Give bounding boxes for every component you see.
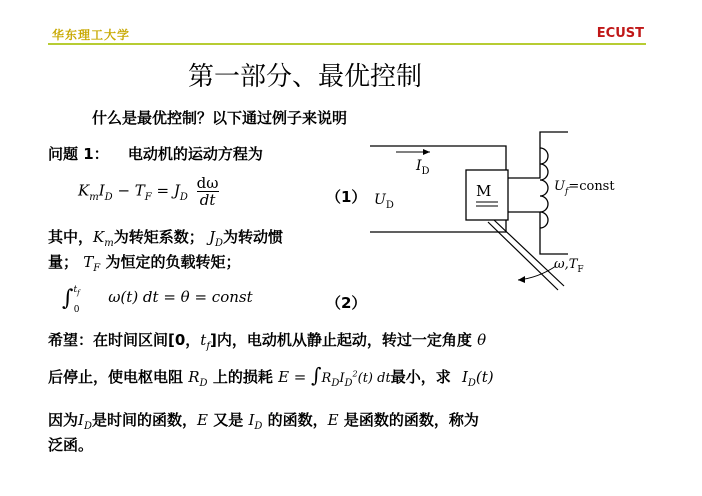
desc1-a: 其中， (48, 228, 94, 246)
description-line-2: 量； $T_F$ 为恒定的负载转矩； (48, 253, 241, 274)
field-bottom-wire (508, 212, 568, 254)
hope-b: ]内，电动机从静止起动，转过一定角度 (210, 331, 472, 349)
rotation-arrowhead (518, 276, 525, 283)
equation-2-number: （2） (326, 294, 367, 312)
motor-label: M (476, 182, 492, 200)
equation-2: ∫$^{t_f}_0$ ω(t) dt = θ = const (62, 285, 253, 315)
armature-top-wire (370, 146, 506, 170)
voltage-label: $U_D$ (374, 192, 394, 211)
intro-text: 什么是最优控制？以下通过例子来说明 (92, 109, 348, 127)
slide-title: 第一部分、最优控制 (188, 62, 423, 92)
description-line-1: 其中，$K_m$为转矩系数； $J_D$为转动惯 (48, 228, 284, 249)
header-divider (48, 43, 646, 45)
field-top-wire (508, 132, 568, 178)
equation-1: $K_mI_D - T_F = J_D$ $\frac{d\omega}{dt}$ (78, 174, 219, 209)
conclusion-a: 因为 (48, 411, 79, 429)
conclusion-line-1: 因为$I_D$是时间的函数，E 又是 $I_D$ 的函数，E 是函数的函数，称为 (48, 411, 479, 432)
current-label: $I_D$ (416, 158, 430, 177)
problem-statement (48, 143, 263, 164)
problem-label: 问题 1： (48, 145, 109, 163)
conclusion-line-2: 泛函。 (48, 436, 94, 454)
stop-a: 后停止，使电枢电阻 (48, 368, 184, 386)
stop-b: 上的损耗 (212, 368, 273, 386)
theta-symbol: θ (477, 331, 487, 349)
field-coil (540, 148, 548, 228)
field-voltage-label: $U_f=const$ (554, 179, 615, 197)
shaft-line-b (494, 220, 564, 286)
desc2-a: 量； (48, 253, 79, 271)
stop-c: 最小，求 (390, 368, 451, 386)
current-arrowhead (423, 149, 430, 155)
armature-bottom-wire (370, 220, 506, 232)
motor-circuit-diagram (368, 130, 636, 296)
equation-1-number: （1） (326, 188, 367, 206)
header-logo-text: ECUST (596, 26, 644, 41)
speed-torque-label: $\omega,T_F$ (554, 257, 584, 275)
header-institution: 华东理工大学 (52, 28, 131, 42)
conclusion-d: 的函数， (267, 411, 328, 429)
conclusion-e: 是函数的函数，称为 (343, 411, 479, 429)
desc1-b: 为转矩系数； (113, 228, 204, 246)
objective-line-2: 后停止，使电枢电阻 $R_D$ 上的损耗 $E = \int R_DI_D^2(t)$ dt最小，求 $I_D(t)$ (48, 363, 494, 389)
objective-line-1: 希望：在时间区间[0，$t_f$]内，电动机从静止起动，转过一定角度 θ (48, 331, 487, 352)
conclusion-c: 又是 (213, 411, 244, 429)
desc1-c: 为转动惯 (223, 228, 284, 246)
hope-a: 希望：在时间区间[0， (48, 331, 201, 349)
desc2-b: 为恒定的负载转矩； (105, 253, 241, 271)
conclusion-b: 是时间的函数， (91, 411, 197, 429)
problem-text: 电动机的运动方程为 (127, 145, 263, 163)
